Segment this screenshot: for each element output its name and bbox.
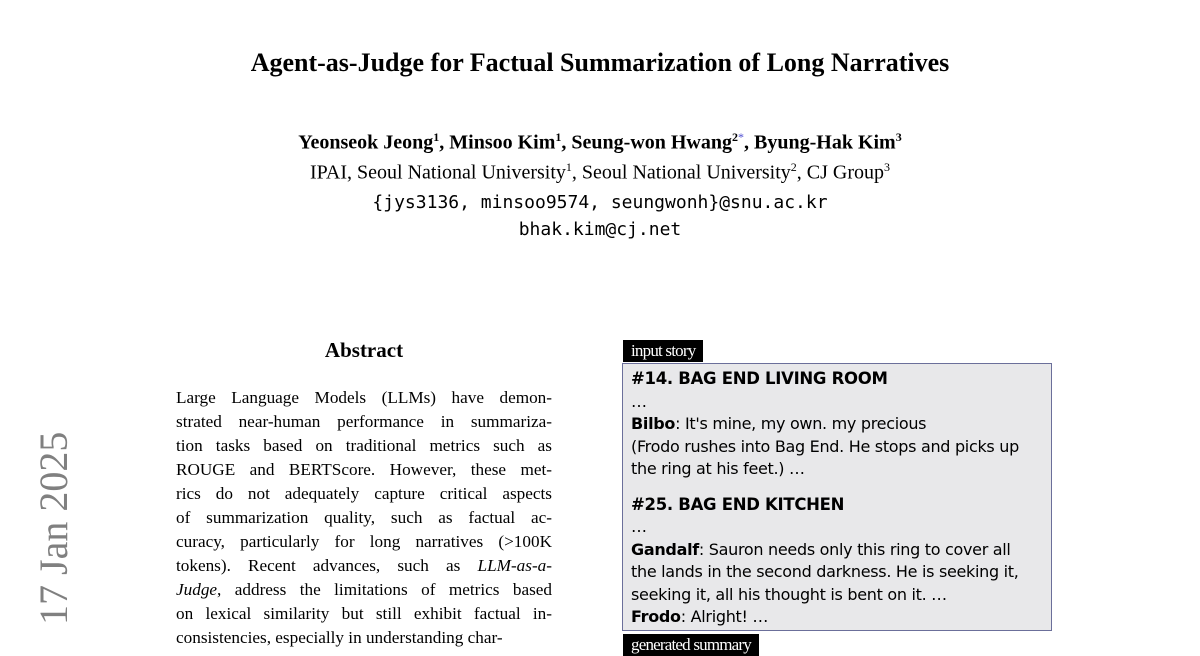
speaker-name: Bilbo (631, 414, 676, 433)
author-separator: , (744, 131, 755, 154)
abstract-line: tokens). Recent advances, such as LLM-as-a- (176, 556, 552, 575)
abstract-line: ROUGE and BERTScore. However, these met- (176, 460, 552, 479)
author-name: Byung-Hak Kim (754, 131, 896, 154)
author-affiliation-mark: 1 (433, 130, 440, 144)
dialogue-line (631, 606, 1043, 629)
dialogue-line (631, 413, 1043, 436)
ellipsis: … (631, 517, 647, 536)
affiliation-name: IPAI, Seoul National University (309, 161, 566, 184)
abstract-line: of summarization quality, such as factual ac- (176, 508, 552, 527)
author-separator: , (561, 131, 572, 154)
abstract-line: Judge, address the limitations of metrics based (176, 580, 552, 599)
affiliation-mark: 2 (790, 160, 797, 174)
author-list (0, 130, 1200, 155)
email-cj[interactable]: bhak.kim@cj.net (518, 219, 682, 240)
abstract-line: strated near-human performance in summariza- (176, 412, 552, 431)
abstract-line: curacy, particularly for long narratives (>100K (176, 532, 552, 551)
scene-heading: #14. BAG END LIVING ROOM (631, 369, 888, 388)
affiliation-name: CJ Group (806, 161, 884, 184)
speaker-name: Frodo (631, 607, 681, 626)
author-affiliation-mark: 2* (732, 130, 745, 144)
abstract-line: rics do not adequately capture critical aspects (176, 484, 552, 503)
email-snu[interactable]: {jys3136, minsoo9574, seungwonh}@snu.ac.kr (372, 192, 828, 213)
arxiv-date-watermark: 17 Jan 2025 (31, 431, 76, 625)
abstract-line: on lexical similarity but still exhibit factual in- (176, 604, 552, 623)
affiliation-separator: , (571, 161, 582, 184)
dialogue-line: the lands in the second darkness. He is seeking it, (631, 562, 1019, 581)
affiliation-list (0, 160, 1200, 185)
author-separator: , (439, 131, 450, 154)
abstract-heading: Abstract (324, 338, 404, 362)
author-name: Minsoo Kim (449, 131, 556, 154)
affiliation-mark: 3 (884, 160, 890, 174)
corresponding-author-mark[interactable]: * (738, 130, 745, 144)
abstract-line: Large Language Models (LLMs) have demon- (176, 388, 552, 407)
input-story-label: input story (623, 340, 703, 362)
speaker-name: Gandalf (631, 539, 699, 559)
affiliation-separator: , (796, 161, 807, 184)
dialogue-text: : It's mine, my own. my precious (675, 414, 927, 433)
abstract-line: tion tasks based on traditional metrics such as (176, 436, 552, 455)
abstract-body (176, 386, 552, 650)
action-line: the ring at his feet.) … (631, 459, 805, 478)
dialogue-line: seeking it, all his thought is bent on it. … (631, 584, 947, 604)
author-affiliation-mark: 3 (895, 130, 902, 144)
author-name: Yeonseok Jeong (298, 131, 434, 154)
paper-title: Agent-as-Judge for Factual Summarization of Long Narratives (250, 48, 950, 77)
affiliation-mark: 1 (565, 160, 572, 174)
dialogue-line (631, 539, 1043, 562)
action-line: (Frodo rushes into Bag End. He stops and picks up (631, 436, 1019, 456)
author-affiliation-mark: 1 (555, 130, 562, 144)
scene-heading: #25. BAG END KITCHEN (631, 494, 845, 514)
abstract-line: consistencies, especially in understanding char- (176, 628, 503, 647)
dialogue-text: : Sauron needs only this ring to cover all (698, 539, 1011, 559)
generated-summary-label: generated summary (623, 634, 759, 656)
affiliation-name: Seoul National University (581, 161, 791, 184)
input-story-box (622, 363, 1052, 631)
author-name: Seung-won Hwang (571, 131, 733, 154)
dialogue-text: : Alright! … (680, 607, 769, 626)
ellipsis: … (631, 391, 647, 411)
